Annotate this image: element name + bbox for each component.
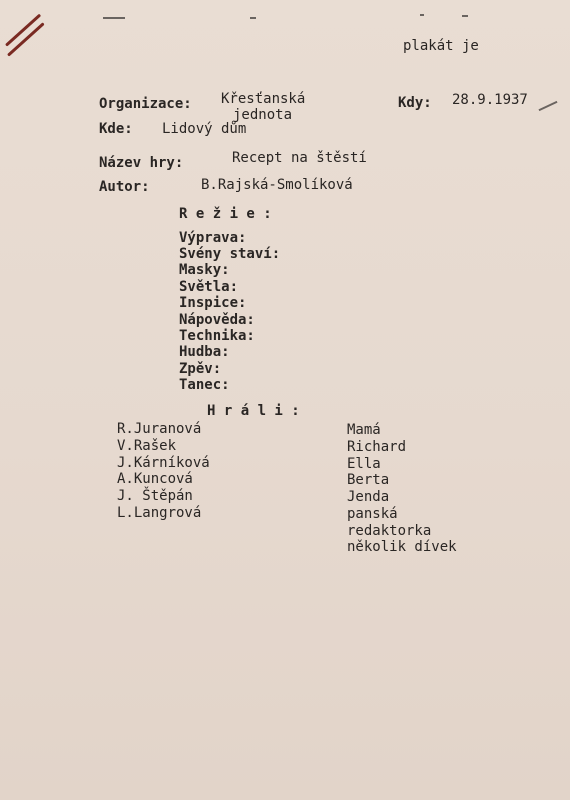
scan-mark (103, 17, 125, 19)
scan-mark (250, 17, 256, 19)
cast-actor: L.Langrová (117, 505, 202, 521)
cast-role: Richard (347, 439, 407, 455)
scan-mark (420, 14, 424, 16)
cast-actor: J.Kárníková (117, 455, 210, 471)
scan-mark (462, 15, 468, 17)
cast-role: Mamá (347, 422, 381, 438)
cast-actor: J. Štěpán (117, 488, 193, 504)
crew-role: Výprava: (179, 230, 247, 246)
cast-role: redaktorka (347, 523, 432, 539)
organization-label: Organizace: (99, 96, 192, 112)
venue-value: Lidový dům (162, 121, 247, 137)
crew-role: Technika: (179, 328, 255, 344)
crew-role: Svény staví: (179, 246, 281, 262)
crew-heading: R e ž i e : (179, 206, 272, 222)
cast-actor: R.Juranová (117, 421, 202, 437)
play-title: Recept na štěstí (232, 150, 367, 166)
author-name: B.Rajská-Smolíková (201, 177, 353, 193)
venue-label: Kde: (99, 121, 133, 137)
crew-role: Zpěv: (179, 361, 222, 377)
organization-value-cont: jednota (233, 107, 293, 123)
date-label: Kdy: (398, 95, 432, 111)
crew-role: Nápověda: (179, 312, 255, 328)
cast-role: Jenda (347, 489, 390, 505)
cast-heading: H r á l i : (207, 403, 300, 419)
crew-role: Tanec: (179, 377, 230, 393)
cast-role: několik dívek (347, 539, 457, 555)
header-note: plakát je (403, 38, 479, 54)
crew-role: Světla: (179, 279, 239, 295)
crew-role: Inspice: (179, 295, 247, 311)
date-pen-stroke (539, 101, 558, 111)
play-label: Název hry: (99, 155, 184, 171)
cast-role: Berta (347, 472, 390, 488)
organization-value: Křesťanská (221, 91, 306, 107)
cast-actor: V.Rašek (117, 438, 177, 454)
author-label: Autor: (99, 179, 150, 195)
crew-role: Masky: (179, 262, 230, 278)
crew-role: Hudba: (179, 344, 230, 360)
cast-role: Ella (347, 456, 381, 472)
cast-role: panská (347, 506, 398, 522)
date-value: 28.9.1937 (452, 92, 528, 108)
cast-actor: A.Kuncová (117, 471, 193, 487)
